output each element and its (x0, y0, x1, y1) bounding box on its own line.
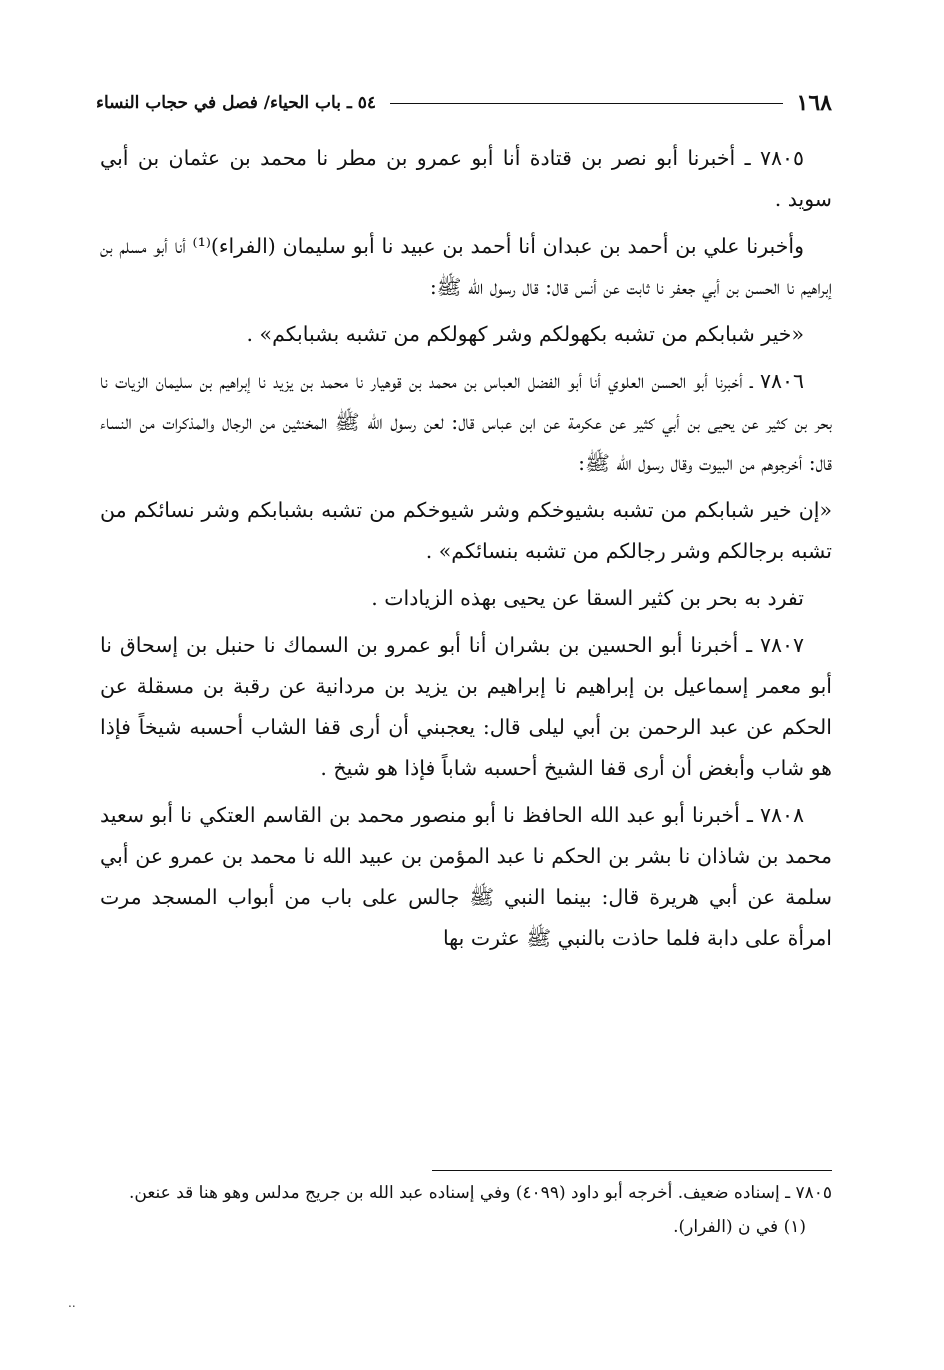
hadith-quote-1: «خير شبابكم من تشبه بكهولكم وشر كهولكم من تشبه بشبابكم» . (246, 322, 804, 346)
running-title: ٥٤ ـ باب الحياء/ فصل في حجاب النساء (96, 93, 377, 113)
paragraph-7805: ٧٨٠٥ ـ أخبرنا أبو نصر بن قتادة أنا أبو عمرو بن مطر نا محمد بن عثمان بن أبي سويد . (100, 146, 832, 211)
hadith-quote-2: «إن خير شبابكم من تشبه بشيوخكم وشر شيوخكم من تشبه بشبابكم وشر نسائكم من تشبه برجالكم وشر رجالكم من تشبه بنسائكم» . (100, 498, 832, 563)
scan-speck: .. (68, 1296, 76, 1310)
paragraph-tafarrud: تفرد به بحر بن كثير السقا عن يحيى بهذه الزيادات . (371, 586, 804, 610)
footnotes (100, 1176, 832, 1244)
footnote-takhrij: ٧٨٠٥ ـ إسناده ضعيف. أخرجه أبو داود (٤٠٩٩) وفي إسناده عبد الله بن جريج مدلس وهو هنا قد عنعن. (128, 1183, 832, 1203)
main-text (100, 138, 832, 965)
footnote-1: (١) في ن (الفرار). (673, 1217, 806, 1237)
page-number: ١٦٨ (796, 90, 832, 116)
running-header (96, 86, 832, 120)
paragraph-7808: ٧٨٠٨ ـ أخبرنا أبو عبد الله الحافظ نا أبو منصور محمد بن القاسم العتكي نا أبو سعيد محمد بن شاذان نا بشر بن الحكم نا عبد المؤمن بن عبيد الله نا محمد بن عمرو عن أبي سلمة عن أبي هريرة قال: بينما النبي ﷺ جالس على باب من أبواب المسجد مرت امرأة على دابة فلما حاذت بالنبي ﷺ عثرت بها (100, 803, 832, 950)
paragraph-7805-second-chain: وأخبرنا علي بن أحمد بن عبدان أنا أحمد بن عبيد نا أبو سليمان (الفراء)⁽¹⁾ أنا أبو مسلم بن إبراهيم نا الحسن بن أبي جعفر نا ثابت عن أنس قال: قال رسول الله ﷺ: (100, 234, 832, 299)
paragraph-7807: ٧٨٠٧ ـ أخبرنا أبو الحسين بن بشران أنا أبو عمرو بن السماك نا حنبل بن إسحاق نا أبو معمر إسماعيل بن إبراهيم نا إبراهيم بن يزيد بن مردانية عن رقبة بن مسقلة عن الحكم عن عبد الرحمن بن أبي ليلى قال: يعجبني أن أرى قفا الشاب أحسبه شيخاً فإذا هو شاب وأبغض أن أرى قفا الشيخ أحسبه شاباً فإذا هو شيخ . (100, 633, 832, 780)
footnote-separator (432, 1170, 832, 1171)
paragraph-7806: ٧٨٠٦ ـ أخبرنا أبو الحسن العلوي أنا أبو الفضل العباس بن محمد بن قوهيار نا محمد بن يزيد نا إبراهيم بن سليمان الزيات نا بحر بن كثير عن يحيى بن أبي كثير عن عكرمة عن ابن عباس قال: لعن رسول الله ﷺ المخنثين من الرجال والمذكرات من النساء قال: أخرجوهم من البيوت وقال رسول الله ﷺ: (100, 369, 832, 475)
header-rule (390, 103, 782, 104)
